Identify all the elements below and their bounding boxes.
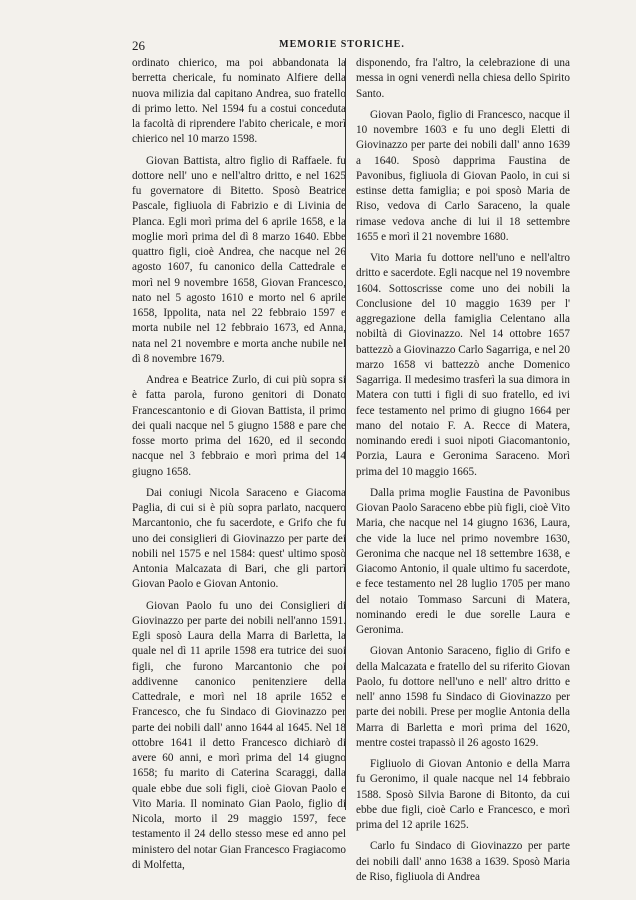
paragraph: Carlo fu Sindaco di Giovinazzo per parte dei nobili dall' anno 1638 a 1639. Sposò Maria de Riso, figliuola di Andrea	[356, 840, 570, 883]
paragraph: Andrea e Beatrice Zurlo, di cui più sopra si è fatta parola, furono genitori di Donato Francescantonio e di Giovan Battista, il primo dei quali nacque nel 5 giugno 1588 e pare che fosse morto prima del 1620, ed il secondo nacque nel 3 febbraio e morì prima del 14 giugno 1658.	[132, 374, 346, 478]
paragraph: Giovan Paolo, figlio di Francesco, nacque il 10 novembre 1603 e fu uno degli Eletti di Giovinazzo per parte dei nobili dall' anno 1639 a 1640. Sposò dapprima Faustina de Pavonibus, figliuola di Giovan Paolo, in cui si estinse detta famiglia; e poi sposò Maria de Riso, vedova di Carlo Saraceno, la quale rimase vedova anche di lui il 18 settembre 1655 e morì il 21 novembre 1680.	[356, 108, 570, 243]
paragraph: Giovan Battista, altro figlio di Raffaele. fu dottore nell' uno e nell'altro dritto, e nel 1625 fu governatore di Bitetto. Sposò Beatrice Pascale, figliuola di Fabrizio e di Livinia de Planca. Egli morì prima del 6 aprile 1658, e la moglie morì prima del dì 8 marzo 1640. Ebbe quattro figli, cioè Andrea, che nacque nel 26 agosto 1607, fu canonico della Cattedrale e morì nel 9 novembre 1658, Giovan Francesco, nato nel 5 agosto 1610 e morto nel 6 aprile 1658, Ippolita, nata nel 22 febbraio 1597 e morta nubile nel 12 febbraio 1673, ed Anna, nata nel 21 novembre e morta anche nubile nel dì 8 novembre 1679.	[132, 154, 346, 365]
paragraph: Vito Maria fu dottore nell'uno e nell'altro dritto e sacerdote. Egli nacque nel 19 novembre 1604. Sottoscrisse come uno dei nobili la Conclusione del 10 maggio 1639 per l' aggregazione della famiglia Celentano alla nobiltà di Giovinazzo. Nel 14 ottobre 1657 battezzò a Giovinazzo Carlo Sagarriga, e nel 20 marzo 1658 vi battezzò anche Domenico Sagarriga. Il medesimo trasferì la sua dimora in Matera con tutti i figli di suo fratello, ed ivi fece testamento nel primo di giugno 1664 per mano del notaio F. A. Recce di Matera, nominando eredi i suoi nipoti Giacomantonio, Porzia, Laura e Geronima Saraceno. Morì prima del 10 maggio 1665.	[356, 252, 570, 478]
paragraph: Giovan Antonio Saraceno, figlio di Grifo e della Malcazata e fratello del su riferito Giovan Paolo, fu dottore nell'uno e nell' altro dritto e nell' anno 1598 fu Sindaco di Giovinazzo per parte dei nobili. Prese per moglie Antonia della Marra di Barletta e morì prima del 1620, mentre costei trapassò il 26 agosto 1629.	[356, 645, 570, 749]
paragraph: Dai coniugi Nicola Saraceno e Giacoma Paglia, di cui si è più sopra parlato, nacquero Marcantonio, che fu sacerdote, e Grifo che fu uno dei consiglieri di Giovinazzo per parte dei nobili nel 1575 e nel 1584: quest' ultimo sposò Antonia Malcazata di Bari, che gli partorì Giovan Paolo e Giovan Antonio.	[132, 486, 346, 591]
right-column	[356, 56, 570, 891]
left-column	[132, 56, 346, 879]
paragraph: Figliuolo di Giovan Antonio e della Marra fu Geronimo, il quale nacque nel 14 febbraio 1588. Sposò Silvia Barone di Bitonto, da cui ebbe due figli, cioè Carlo e Francesco, e morì prima del 12 aprile 1625.	[356, 758, 570, 831]
paragraph: Giovan Paolo fu uno dei Consiglieri di Giovinazzo per parte dei nobili nell'anno 1591. Egli sposò Laura della Marra di Barletta, la quale nel dì 11 aprile 1598 era tutrice dei suoi figli, che furono Marcantonio che poi addivenne canonico penitenziere della Cattedrale, e morì nel 18 aprile 1652 e Francesco, che fu Sindaco di Giovinazzo per parte dei nobili dall' anno 1644 al 1645. Nel 18 ottobre 1641 il detto Francesco dichiarò di avere 60 anni, e morì prima del 14 giugno 1658; fu marito di Caterina Scaraggi, dalla quale ebbe due soli figli, cioè Giovan Paolo e Vito Maria. Il nominato Gian Paolo, figlio di Nicola, morto il 29 maggio 1597, fece testamento il 24 dello stesso mese ed anno pel ministero del notar Gian Francesco Fragiacomo di Molfetta,	[132, 599, 346, 871]
column-divider	[345, 58, 346, 810]
running-title: MEMORIE STORICHE.	[279, 39, 405, 50]
paragraph: disponendo, fra l'altro, la celebrazione di una messa in ogni venerdì nella chiesa dello Spirito Santo.	[356, 57, 570, 100]
paragraph: ordinato chierico, ma poi abbandonata la berretta chericale, fu nominato Alfiere della nuova milizia dal capitano Andrea, suo fratello di primo letto. Nel 1594 fu a costui conceduta la facoltà di riprendere l'abito chericale, e morì chierico nel 10 marzo 1598.	[132, 57, 346, 146]
page-header	[132, 38, 552, 54]
paragraph: Dalla prima moglie Faustina de Pavonibus Giovan Paolo Saraceno ebbe più figli, cioè Vito Maria, che nacque nel 14 giugno 1636, Laura, che vide la luce nel primo novembre 1630, Geronima che nacque nel 18 settembre 1638, e Giacomo Antonio, il quale ultimo fu sacerdote, e fece testamento nel 28 luglio 1705 per mano del notaio Tommaso Sarcuni di Matera, nominando eredi le due sorelle Laura e Geronima.	[356, 486, 570, 636]
page-number: 26	[132, 38, 145, 53]
